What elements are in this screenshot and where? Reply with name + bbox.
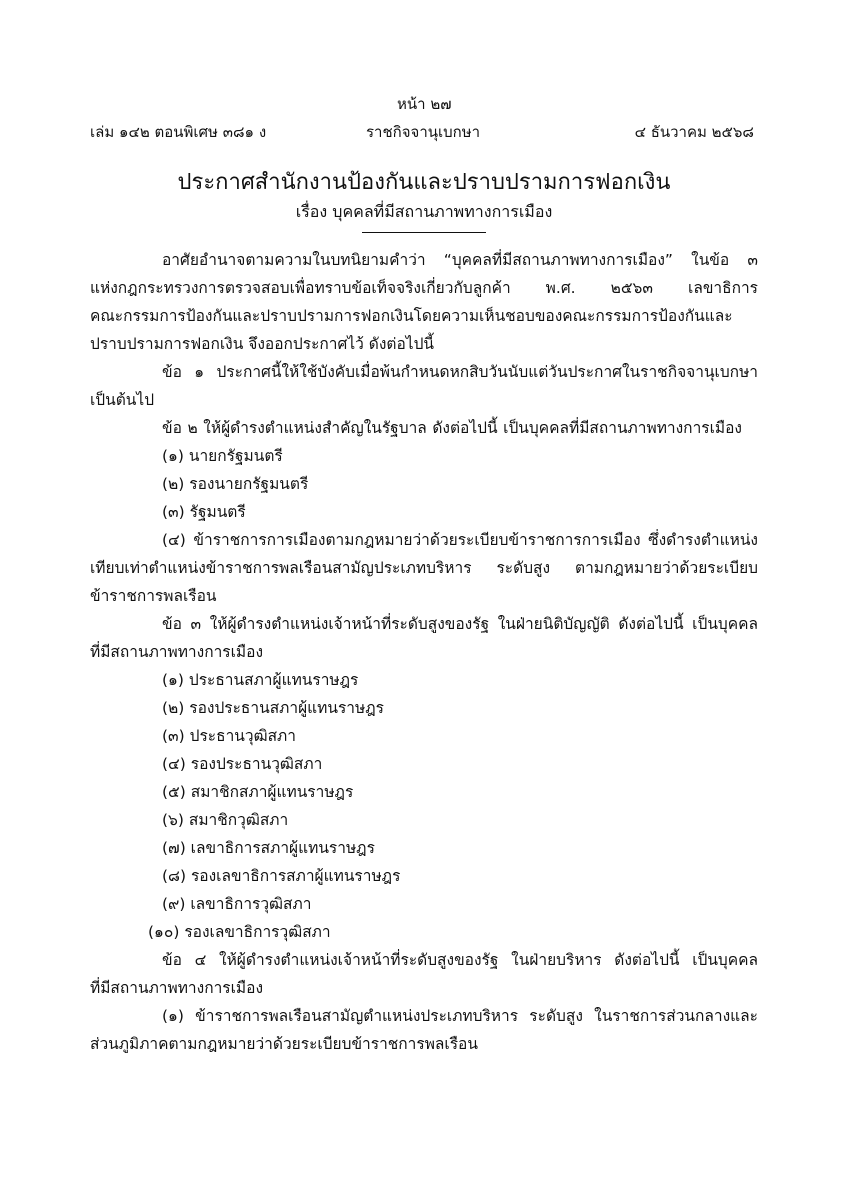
body-line: (๑) ข้าราชการพลเรือนสามัญตำแหน่งประเภทบริหาร ระดับสูง ในราชการส่วนกลางและ: [162, 1007, 758, 1025]
list-item: (๓) ประธานวุฒิสภา: [162, 727, 296, 745]
body-line: เป็นต้นไป: [90, 391, 155, 409]
list-item: (๔) รองประธานวุฒิสภา: [162, 755, 323, 773]
body-line: ข้อ ๒ ให้ผู้ดำรงตำแหน่งสำคัญในรัฐบาล ดังต่อไปนี้ เป็นบุคคลที่มีสถานภาพทางการเมือง: [162, 419, 742, 437]
body-line: ที่มีสถานภาพทางการเมือง: [90, 643, 264, 661]
body-line: อาศัยอำนาจตามความในบทนิยามคำว่า “บุคคลที่มีสถานภาพทางการเมือง” ในข้อ ๓: [162, 251, 758, 269]
list-item: (๓) รัฐมนตรี: [162, 503, 246, 521]
list-item: (๒) รองนายกรัฐมนตรี: [162, 475, 309, 493]
body-line: ส่วนภูมิภาคตามกฎหมายว่าด้วยระเบียบข้าราชการพลเรือน: [90, 1035, 478, 1053]
list-item: (๗) เลขาธิการสภาผู้แทนราษฎร: [162, 839, 375, 857]
body-line: (๔) ข้าราชการการเมืองตามกฎหมายว่าด้วยระเบียบข้าราชการการเมือง ซึ่งดำรงตำแหน่ง: [162, 531, 758, 549]
list-item: (๖) สมาชิกวุฒิสภา: [162, 811, 289, 829]
body-line: ข้าราชการพลเรือน: [90, 587, 217, 605]
body-line: แห่งกฎกระทรวงการตรวจสอบเพื่อทราบข้อเท็จจริงเกี่ยวกับลูกค้า พ.ศ. ๒๕๖๓ เลขาธิการ: [90, 279, 758, 297]
list-item: (๘) รองเลขาธิการสภาผู้แทนราษฎร: [162, 867, 401, 885]
body-line: ปราบปรามการฟอกเงิน จึงออกประกาศไว้ ดังต่อไปนี้: [90, 335, 434, 353]
document-title: ประกาศสำนักงานป้องกันและปราบปรามการฟอกเงิน: [177, 170, 671, 195]
volume-info: เล่ม ๑๔๒ ตอนพิเศษ ๓๘๑ ง: [90, 123, 267, 141]
list-item: (๑) นายกรัฐมนตรี: [162, 447, 283, 465]
gazette-name: ราชกิจจานุเบกษา: [366, 123, 481, 141]
page-number: หน้า ๒๗: [397, 95, 452, 113]
body-line: ข้อ ๓ ให้ผู้ดำรงตำแหน่งเจ้าหน้าที่ระดับสูงของรัฐ ในฝ่ายนิติบัญญัติ ดังต่อไปนี้ เป็นบุคคล: [162, 615, 758, 633]
list-item: (๙) เลขาธิการวุฒิสภา: [162, 895, 312, 913]
body-line: ข้อ ๑ ประกาศนี้ให้ใช้บังคับเมื่อพ้นกำหนดหกสิบวันนับแต่วันประกาศในราชกิจจานุเบกษา: [162, 363, 758, 381]
document-subject: เรื่อง บุคคลที่มีสถานภาพทางการเมือง: [295, 202, 553, 221]
list-item: (๑๐) รองเลขาธิการวุฒิสภา: [148, 923, 331, 941]
body-line: ที่มีสถานภาพทางการเมือง: [90, 979, 264, 997]
list-item: (๑) ประธานสภาผู้แทนราษฎร: [162, 671, 359, 689]
gazette-date: ๔ ธันวาคม ๒๕๖๘: [634, 123, 754, 141]
list-item: (๒) รองประธานสภาผู้แทนราษฎร: [162, 699, 384, 717]
list-item: (๕) สมาชิกสภาผู้แทนราษฎร: [162, 783, 354, 801]
body-line: เทียบเท่าตำแหน่งข้าราชการพลเรือนสามัญประเภทบริหาร ระดับสูง ตามกฎหมายว่าด้วยระเบียบ: [90, 559, 758, 577]
body-line: คณะกรรมการป้องกันและปราบปรามการฟอกเงินโดยความเห็นชอบของคณะกรรมการป้องกันและ: [90, 307, 733, 325]
title-underline: [362, 232, 486, 233]
body-line: ข้อ ๔ ให้ผู้ดำรงตำแหน่งเจ้าหน้าที่ระดับสูงของรัฐ ในฝ่ายบริหาร ดังต่อไปนี้ เป็นบุคคล: [162, 951, 758, 969]
